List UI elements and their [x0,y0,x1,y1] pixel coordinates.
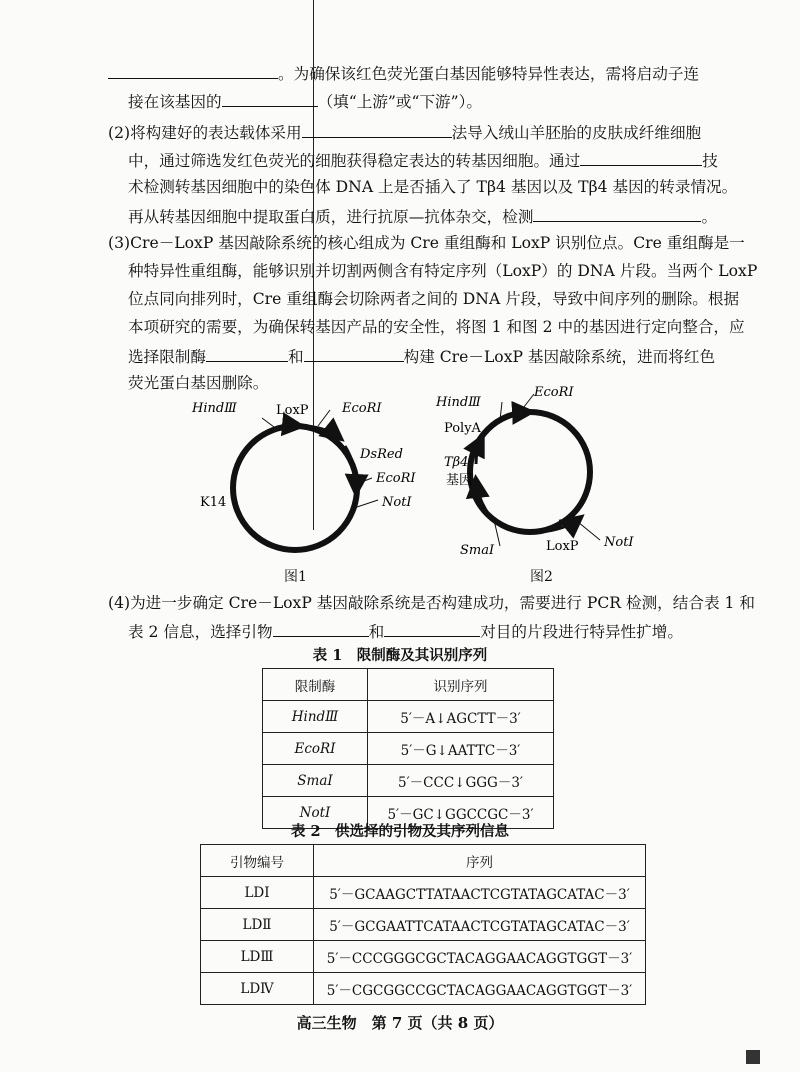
q4-line-1: (4)为进一步确定 Cre－LoxP 基因敲除系统是否构建成功，需要进行 PCR 检测，结合表 1 和 [108,594,755,612]
table1-cell: 5′－A↓AGCTT－3′ [368,701,554,733]
table1 [262,668,554,829]
q1-blank-2[interactable] [222,90,318,107]
table2-cell: 5′－GCAAGCTTATAACTCGTATAGCATAC－3′ [314,877,646,909]
table-row [201,877,646,909]
q2-line-4: 再从转基因细胞中提取蛋白质，进行抗原—抗体杂交，检测 。 [128,205,717,227]
q3-line-4: 本项研究的需要，为确保转基因产品的安全性，将图 1 和图 2 中的基因进行定向整合，应 [128,318,745,336]
table2-cell: LDⅢ [201,941,314,973]
fig2-label-sma: SmaⅠ [460,543,495,558]
q1-line-2: 接在该基因的 （填“上游”或“下游”）。 [128,90,482,112]
fig1-caption: 图1 [284,569,307,585]
q1-blank-1[interactable] [108,62,278,79]
q3-blank-2[interactable] [304,345,404,362]
fig1-label-not: NotⅠ [382,495,412,510]
page-footer: 高三生物 第 7 页（共 8 页） [296,1014,504,1032]
q2-blank-2[interactable] [580,149,702,166]
table2-cell: 5′－CGCGGCCGCTACAGGAACAGGTGGT－3′ [314,973,646,1005]
table1-cell: SmaⅠ [263,765,368,797]
q3-line-5: 选择限制酶 和 构建 Cre－LoxP 基因敲除系统，进而将红色 [128,345,715,367]
fig2-label-loxp: LoxP [546,539,579,554]
fig1-leader-ecor1 [318,410,330,426]
table2-header-row [201,845,646,877]
table1-cell: NotⅠ [263,797,368,829]
q4-line-2: 表 2 信息，选择引物 和 对目的片段进行特异性扩增。 [128,620,683,642]
q2-line-1: (2)将构建好的表达载体采用 法导入绒山羊胚胎的皮肤成纤维细胞 [108,121,701,143]
table1-header: 识别序列 [368,669,554,701]
table1-header: 限制酶 [263,669,368,701]
fig2-label-not: NotⅠ [604,535,634,550]
fig2-label-polya: PolyA [444,421,481,436]
q3-blank-1[interactable] [206,345,288,362]
fig2-label-ecor: EcoRⅠ [534,385,574,400]
q3-line-2: 种特异性重组酶，能够识别并切割两侧含有特定序列（LoxP）的 DNA 片段。当两个 LoxP [128,262,758,280]
table-row [263,765,554,797]
table1-caption: 表 1 限制酶及其识别序列 [312,647,488,664]
fig2-label-tb4: Tβ4 [444,455,469,470]
table2-caption: 表 2 供选择的引物及其序列信息 [290,823,510,840]
fig1-label-loxp: LoxP [276,403,309,418]
table-row [263,701,554,733]
table-row [201,909,646,941]
table2-cell: 5′－CCCGGGCGCTACAGGAACAGGTGGT－3′ [314,941,646,973]
fig1-label-ecor2: EcoRⅠ [376,471,416,486]
scanner-watermark-icon [746,1050,760,1064]
table1-cell: 5′－GC↓GGCCGC－3′ [368,797,554,829]
table-row [201,973,646,1005]
table1-cell: HindⅢ [263,701,368,733]
fig1-plasmid-ring [233,426,357,550]
table1-cell: 5′－G↓AATTC－3′ [368,733,554,765]
fig1-label-hind: HindⅢ [192,401,237,416]
q3-line-1: (3)Cre－LoxP 基因敲除系统的核心组成为 Cre 重组酶和 LoxP 识别位点。Cre 重组酶是一 [108,234,745,252]
q3-line-3: 位点同向排列时，Cre 重组酶会切除两者之间的 DNA 片段，导致中间序列的删除。根据 [128,290,740,308]
q2-line-2: 中，通过筛选发红色荧光的细胞获得稳定表达的转基因细胞。通过 技 [128,149,718,171]
table1-cell: EcoRⅠ [263,733,368,765]
table1-header-row [263,669,554,701]
plasmid-figures [0,380,800,600]
q3-line-6: 荧光蛋白基因删除。 [128,374,269,392]
fig2-label-gene: 基因 [446,473,473,488]
table-row [263,733,554,765]
q2-blank-3[interactable] [533,205,701,222]
table-row [201,941,646,973]
table2-cell: LDⅠ [201,877,314,909]
fig1-label-k14: K14 [200,495,227,510]
fig2-caption: 图2 [530,569,553,585]
q2-blank-1[interactable] [302,121,452,138]
q2-line-3: 术检测转基因细胞中的染色体 DNA 上是否插入了 Tβ4 基因以及 Tβ4 基因的转录情况。 [128,178,738,196]
table2-cell: 5′－GCGAATTCATAACTCGTATAGCATAC－3′ [314,909,646,941]
table1-cell: 5′－CCC↓GGG－3′ [368,765,554,797]
table2-cell: LDⅡ [201,909,314,941]
table2 [200,844,646,1005]
fig2-label-hind: HindⅢ [436,395,481,410]
q4-blank-2[interactable] [384,620,480,637]
fig1-label-ecor1: EcoRⅠ [342,401,382,416]
fig2-leader-not [578,522,600,540]
table2-header: 序列 [314,845,646,877]
table2-header: 引物编号 [201,845,314,877]
q4-blank-1[interactable] [273,620,369,637]
q1-line-1: 。为确保该红色荧光蛋白基因能够特异性表达，需将启动子连 [108,62,699,84]
table2-cell: LDⅣ [201,973,314,1005]
fig1-label-dsred: DsRed [360,447,403,462]
